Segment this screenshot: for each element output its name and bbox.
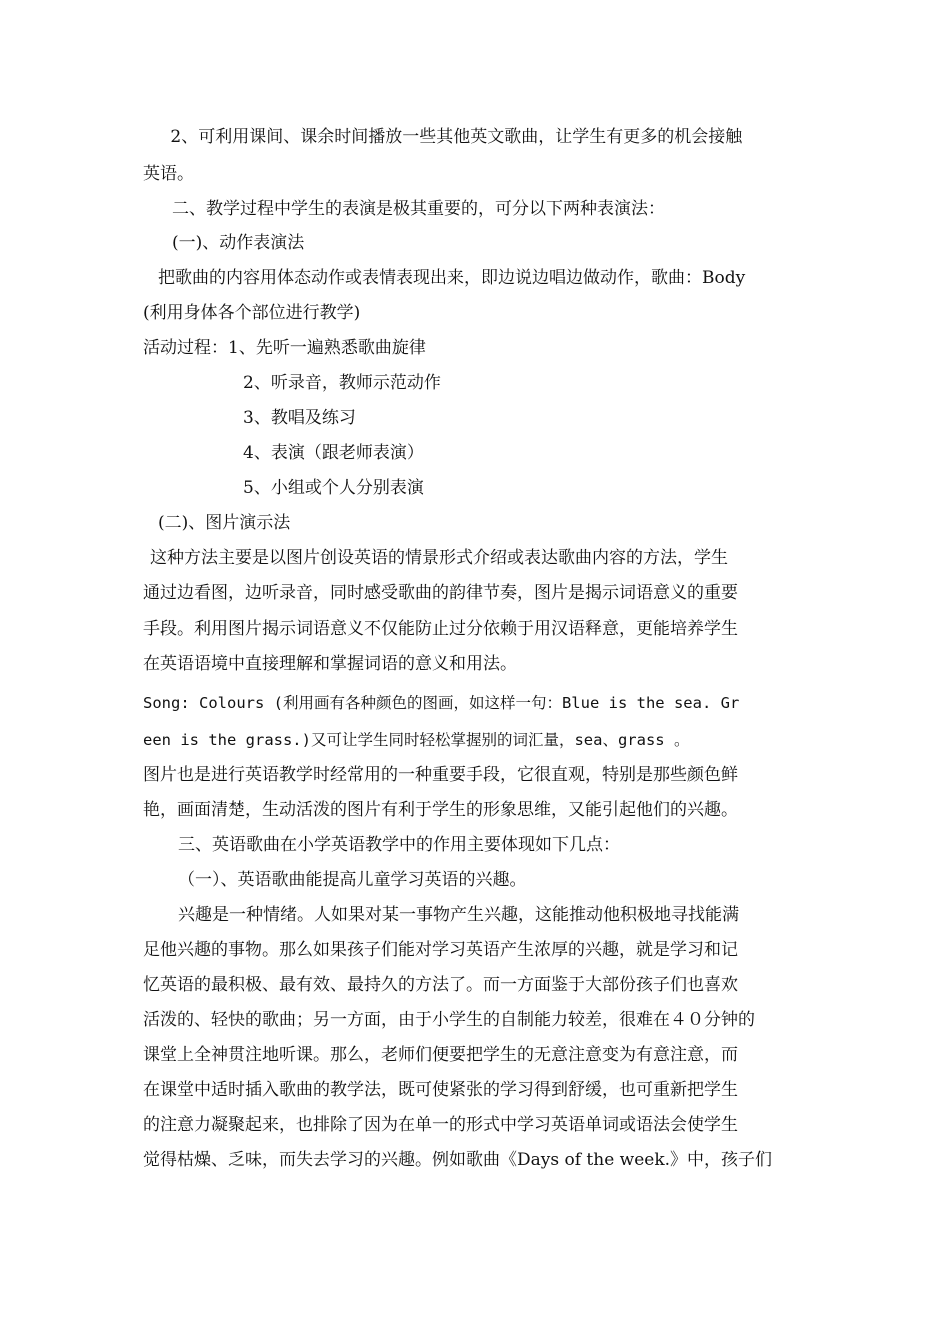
text-line: 活泼的、轻快的歌曲；另一方面，由于小学生的自制能力较差，很难在４０分钟的	[143, 1010, 755, 1030]
song-line: Song: Colours (利用画有各种颜色的图画，如这样一句：Blue is the sea. Gr	[143, 694, 740, 712]
text-line: 2、可利用课间、课余时间播放一些其他英文歌曲，让学生有更多的机会接触	[165, 127, 743, 147]
text-line: 在课堂中适时插入歌曲的教学法，既可使紧张的学习得到舒缓，也可重新把学生	[143, 1080, 738, 1100]
list-item: 5、小组或个人分别表演	[243, 478, 424, 498]
text-line: 忆英语的最积极、最有效、最持久的方法了。而一方面鉴于大部份孩子们也喜欢	[143, 975, 738, 995]
subsection-heading: (一)、动作表演法	[172, 233, 305, 253]
list-item: 4、表演（跟老师表演）	[243, 443, 424, 463]
text-line: 兴趣是一种情绪。人如果对某一事物产生兴趣，这能推动他积极地寻找能满	[178, 905, 739, 925]
text-line: 课堂上全神贯注地听课。那么，老师们便要把学生的无意注意变为有意注意，而	[143, 1045, 738, 1065]
section-heading: 二、教学过程中学生的表演是极其重要的，可分以下两种表演法：	[172, 199, 665, 219]
text-line: 手段。利用图片揭示词语意义不仅能防止过分依赖于用汉语释意，更能培养学生	[143, 619, 738, 639]
section-heading: 三、英语歌曲在小学英语教学中的作用主要体现如下几点：	[178, 835, 620, 855]
text-line: 的注意力凝聚起来，也排除了因为在单一的形式中学习英语单词或语法会使学生	[143, 1115, 738, 1135]
text-line: 英语。	[143, 164, 194, 184]
text-line: 艳，画面清楚，生动活泼的图片有利于学生的形象思维，又能引起他们的兴趣。	[143, 800, 738, 820]
text-line: 足他兴趣的事物。那么如果孩子们能对学习英语产生浓厚的兴趣，就是学习和记	[143, 940, 738, 960]
subsection-heading: (二)、图片演示法	[158, 513, 291, 533]
song-line: een is the grass.)又可让学生同时轻松掌握别的词汇量，sea、grass 。	[143, 731, 690, 749]
text-line: 这种方法主要是以图片创设英语的情景形式介绍或表达歌曲内容的方法，学生	[150, 548, 728, 568]
subsection-heading: （一）、英语歌曲能提高儿童学习英语的兴趣。	[178, 870, 527, 890]
text-line: 把歌曲的内容用体态动作或表情表现出来，即边说边唱边做动作，歌曲：Body	[158, 268, 746, 288]
list-item: 2、听录音，教师示范动作	[243, 373, 441, 393]
text-line: 觉得枯燥、乏味，而失去学习的兴趣。例如歌曲《Days of the week.》中，孩子们	[143, 1150, 773, 1170]
list-item: 3、教唱及练习	[243, 408, 356, 428]
text-line: (利用身体各个部位进行教学)	[143, 303, 361, 323]
text-line: 通过边看图，边听录音，同时感受歌曲的韵律节奏，图片是揭示词语意义的重要	[143, 583, 738, 603]
text-line: 图片也是进行英语教学时经常用的一种重要手段，它很直观，特别是那些颜色鲜	[143, 765, 738, 785]
text-line: 在英语语境中直接理解和掌握词语的意义和用法。	[143, 654, 517, 674]
list-intro: 活动过程：1、先听一遍熟悉歌曲旋律	[143, 338, 426, 358]
